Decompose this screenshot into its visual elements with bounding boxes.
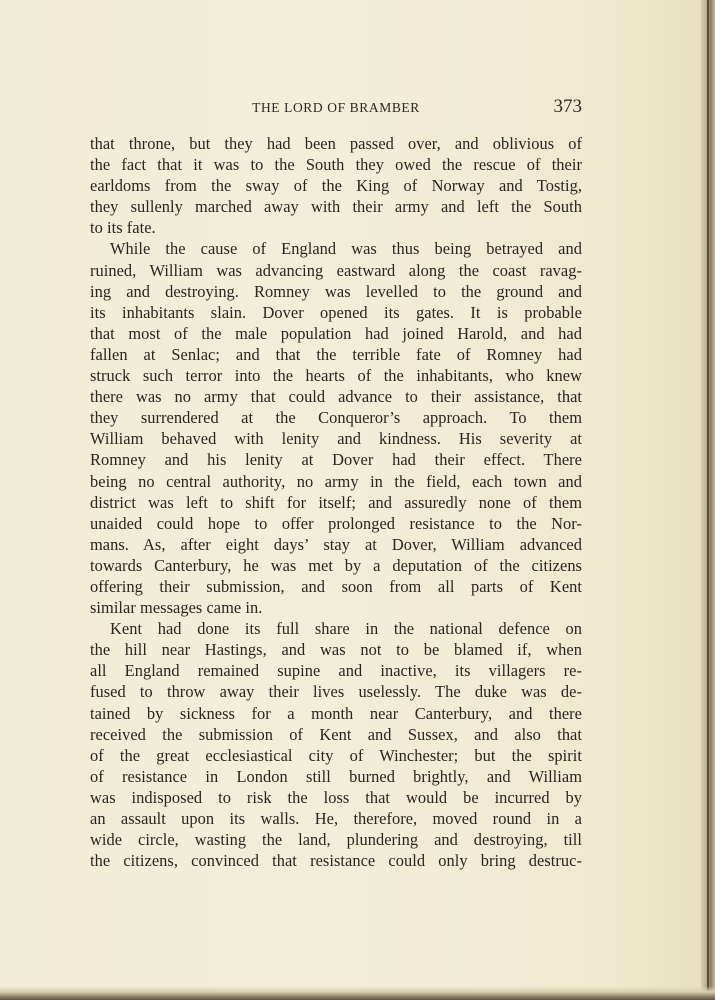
text-line: of resistance in London still burned brightly, and William (90, 766, 582, 786)
text-line: mans. As, after eight days’ stay at Dover, William advanced (90, 534, 582, 554)
text-line: all England remained supine and inactive, its villagers re- (90, 661, 582, 681)
text-line: to its fate. (90, 218, 156, 238)
text-line: towards Canterbury, he was met by a deputation of the citizens (90, 555, 582, 575)
paragraph-start-line: Kent had done its full share in the national defence on (110, 619, 582, 639)
text-line: similar messages came in. (90, 598, 263, 618)
page-header (90, 96, 582, 120)
text-line: earldoms from the sway of the King of Norway and Tostig, (90, 176, 582, 196)
text-line: its inhabitants slain. Dover opened its gates. It is probable (90, 302, 582, 322)
running-head: THE LORD OF BRAMBER (252, 100, 420, 115)
text-line: there was no army that could advance to their assistance, that (90, 387, 582, 407)
paragraph-start-line: While the cause of England was thus being betrayed and (110, 239, 582, 259)
text-line: district was left to shift for itself; and assuredly none of them (90, 492, 582, 512)
page-edge-line (707, 0, 709, 1000)
text-line: fallen at Senlac; and that the terrible fate of Romney had (90, 344, 582, 364)
text-line: the citizens, convinced that resistance could only bring destruc- (90, 851, 582, 871)
text-line: they sullenly marched away with their army and left the South (90, 197, 582, 217)
text-line: ruined, William was advancing eastward along the coast ravag- (90, 260, 582, 280)
text-line: was indisposed to risk the loss that would be incurred by (90, 787, 582, 807)
text-line: Romney and his lenity at Dover had their effect. There (90, 450, 582, 470)
text-line: offering their submission, and soon from all parts of Kent (90, 576, 582, 596)
text-line: an assault upon its walls. He, therefore, moved round in a (90, 809, 582, 828)
text-line: William behaved with lenity and kindness. His severity at (90, 429, 582, 449)
body-text (90, 133, 582, 871)
text-line: wide circle, wasting the land, plundering and destroying, till (90, 830, 582, 850)
text-line: of the great ecclesiastical city of Winchester; but the spirit (90, 745, 582, 765)
text-line: they surrendered at the Conqueror’s approach. To them (90, 408, 582, 428)
text-line: struck such terror into the hearts of the inhabitants, who knew (90, 366, 582, 386)
text-line: tained by sickness for a month near Canterbury, and there (90, 703, 582, 723)
page-number: 373 (553, 96, 582, 117)
text-line: the hill near Hastings, and was not to be blamed if, when (90, 640, 582, 660)
bottom-scan-edge (0, 986, 715, 1000)
text-line: ing and destroying. Romney was levelled to the ground and (90, 281, 582, 301)
text-line: received the submission of Kent and Sussex, and also that (90, 724, 582, 744)
text-line: that throne, but they had been passed over, and oblivious of (90, 134, 582, 153)
text-line: unaided could hope to offer prolonged resistance to the Nor- (90, 513, 582, 533)
text-line: being no central authority, no army in the field, each town and (90, 471, 582, 491)
text-line: fused to throw away their lives uselessly. The duke was de- (90, 682, 582, 702)
text-line: that most of the male population had joined Harold, and had (90, 323, 582, 343)
text-line: the fact that it was to the South they owed the rescue of their (90, 155, 582, 175)
